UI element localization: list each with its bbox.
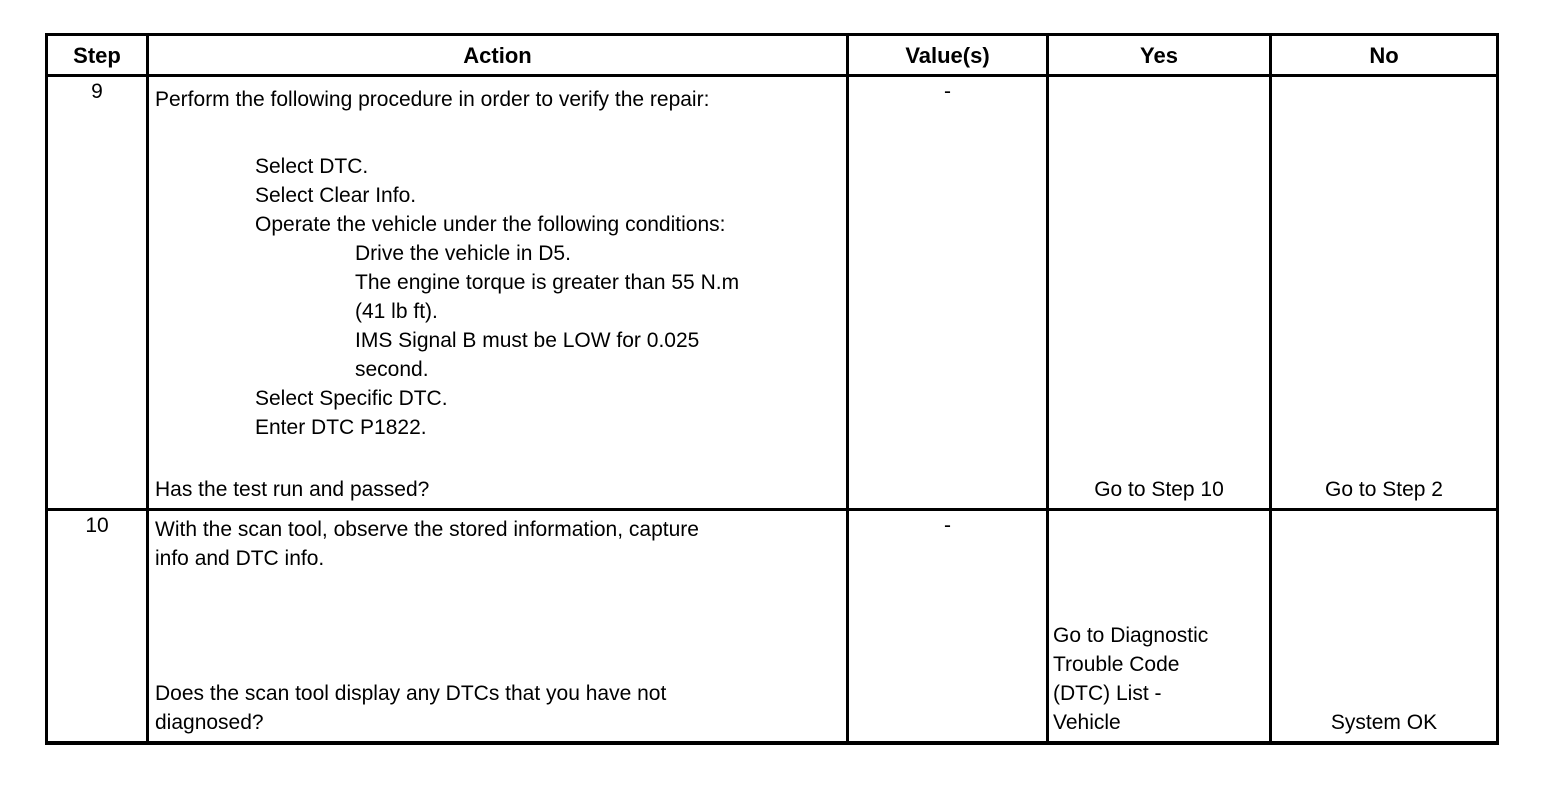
- action-cell: [148, 76, 848, 510]
- yes-outcome-line: Go to Diagnostic: [1053, 623, 1209, 647]
- table-row-step-10: [47, 510, 1498, 743]
- action-step: Select Clear Info.: [255, 184, 417, 207]
- value-text: -: [944, 514, 951, 537]
- action-question-line: Does the scan tool display any DTCs that you have not: [155, 681, 667, 705]
- yes-cell: [1048, 510, 1271, 743]
- action-question-line: diagnosed?: [155, 710, 264, 734]
- action-intro-line: With the scan tool, observe the stored information, capture: [155, 518, 699, 541]
- header-yes: Yes: [1048, 35, 1271, 76]
- step-number-cell: [47, 510, 148, 743]
- no-cell: [1271, 76, 1498, 510]
- action-cell: [148, 510, 848, 743]
- condition-item: IMS Signal B must be LOW for 0.025: [355, 329, 700, 352]
- step-number: 10: [85, 514, 109, 537]
- action-question: [155, 679, 826, 737]
- value-cell: [848, 76, 1048, 510]
- action-step: Enter DTC P1822.: [255, 416, 427, 439]
- action-intro: Perform the following procedure in order to verify the repair:: [155, 88, 710, 111]
- yes-cell: [1048, 76, 1271, 510]
- value-text: -: [944, 80, 951, 103]
- diagnostic-table: [45, 33, 1499, 745]
- header-step: Step: [47, 35, 148, 76]
- yes-outcome-line: Trouble Code: [1053, 652, 1180, 676]
- no-cell: [1271, 510, 1498, 743]
- yes-outcome-line: (DTC) List -: [1053, 681, 1162, 705]
- action-step: Select Specific DTC.: [255, 387, 448, 410]
- header-values: Value(s): [848, 35, 1048, 76]
- yes-outcome: [1053, 621, 1259, 737]
- yes-outcome-line: Vehicle: [1053, 710, 1121, 734]
- yes-outcome: Go to Step 10: [1094, 478, 1224, 501]
- condition-item: Drive the vehicle in D5.: [355, 242, 571, 265]
- condition-item: (41 lb ft).: [355, 300, 438, 323]
- no-outcome: Go to Step 2: [1325, 478, 1443, 501]
- value-cell: [848, 510, 1048, 743]
- action-step: Operate the vehicle under the following conditions:: [255, 213, 726, 236]
- header-action: Action: [148, 35, 848, 76]
- step-number: 9: [91, 80, 103, 103]
- header-row: [47, 35, 1498, 76]
- step-number-cell: [47, 76, 148, 510]
- no-outcome: System OK: [1330, 710, 1438, 734]
- action-intro-line: info and DTC info.: [155, 547, 325, 570]
- action-step: Select DTC.: [255, 155, 369, 178]
- action-step-list: [255, 152, 826, 442]
- action-question: Has the test run and passed?: [155, 478, 430, 501]
- table-row-step-9: [47, 76, 1498, 510]
- condition-item: second.: [355, 358, 429, 381]
- action-intro: [155, 515, 826, 573]
- header-no: No: [1271, 35, 1498, 76]
- condition-item: The engine torque is greater than 55 N.m: [355, 271, 740, 294]
